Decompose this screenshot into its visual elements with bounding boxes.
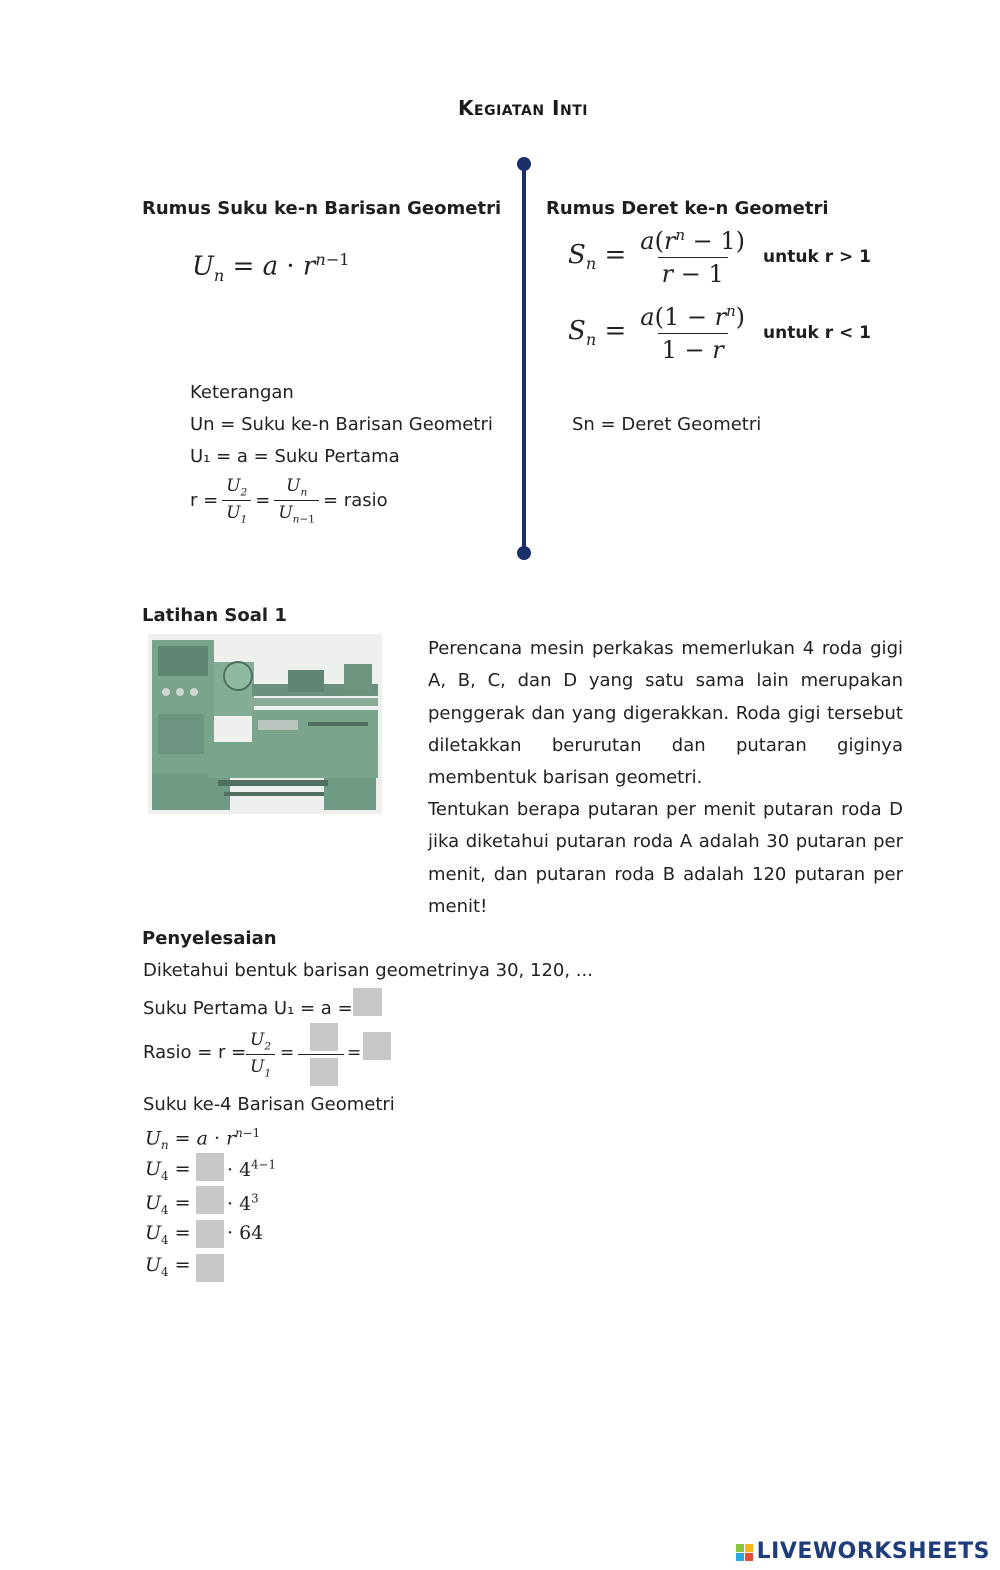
u4-step2-rhs: · $4^3$	[227, 1192, 259, 1216]
rasio-prefix: r =	[190, 490, 219, 512]
u4-step2-lhs: $U_4$ =	[145, 1192, 191, 1217]
ratio-denominator-box[interactable]	[310, 1058, 338, 1086]
lathe-machine-image	[148, 634, 382, 814]
ratio-fraction: $\frac{U_2}{U_1}$	[246, 1030, 275, 1080]
divider-top-dot	[517, 157, 531, 171]
u4-final-answer-box[interactable]	[196, 1254, 224, 1282]
page-title: Kegiatan Inti	[458, 96, 588, 120]
u4-step3-a-box[interactable]	[196, 1220, 224, 1248]
keterangan-sn: Sn = Deret Geometri	[572, 414, 762, 435]
exercise-heading: Latihan Soal 1	[142, 605, 287, 626]
un-formula: $U_n = a \cdot r^{n-1}$	[192, 250, 350, 285]
cond-less: untuk r < 1	[763, 323, 871, 343]
solution-known: Diketahui bentuk barisan geometrinya 30, 120, ...	[143, 960, 593, 981]
liveworksheets-cube-icon	[736, 1544, 753, 1561]
u4-step1-lhs: $U_4$ =	[145, 1158, 191, 1183]
u4-step1-rhs: · $4^{4-1}$	[227, 1158, 277, 1182]
ratio-equals-1: =	[280, 1043, 295, 1063]
solution-heading: Penyelesaian	[142, 928, 277, 949]
sn-fraction-less: $\frac{a(1 - r^n)}{1 - r}$	[640, 302, 746, 364]
first-term-answer-box[interactable]	[353, 988, 382, 1016]
u4-step2-a-box[interactable]	[196, 1186, 224, 1214]
rasio-suffix: = rasio	[323, 490, 388, 512]
suku-formula-heading: Rumus Suku ke-n Barisan Geometri	[142, 198, 502, 219]
cond-greater: untuk r > 1	[763, 247, 871, 267]
ratio-equals-2: =	[347, 1043, 362, 1063]
divider-bottom-dot	[517, 546, 531, 560]
u4-heading: Suku ke-4 Barisan Geometri	[143, 1094, 395, 1115]
ratio-answer-box[interactable]	[363, 1032, 391, 1060]
sn-fraction-greater: $\frac{a(r^n - 1)}{r - 1}$	[640, 226, 746, 288]
keterangan-label: Keterangan	[190, 382, 294, 403]
rasio-fraction-u2-u1: $\frac{U_2}{U_1}$	[222, 476, 251, 526]
section-divider	[522, 164, 526, 554]
un-formula-step: $U_n = a \cdot r^{n-1}$	[145, 1126, 261, 1153]
sn-formula-less: $S_n$ = $\frac{a(1 - r^n)}{1 - r}$ untuk r < 1	[568, 302, 871, 364]
deret-formula-heading: Rumus Deret ke-n Geometri	[546, 198, 829, 219]
u4-step3-lhs: $U_4$ =	[145, 1222, 191, 1247]
rasio-fraction-un: $\frac{U_n}{U_{n-1}}$	[274, 476, 319, 526]
exercise-paragraph-2: Tentukan berapa putaran per menit putaran roda D jika diketahui putaran roda A adalah 30 putaran per menit, dan putaran roda B adalah 120 putaran per menit!	[428, 799, 903, 917]
rasio-definition	[190, 476, 388, 526]
rasio-equals: =	[255, 490, 271, 512]
u4-step3-value: 64	[239, 1222, 264, 1244]
brand-text: LIVEWORKSHEETS	[756, 1539, 990, 1564]
ratio-label: Rasio = r =	[143, 1042, 247, 1063]
u4-final-lhs: $U_4$ =	[145, 1254, 191, 1279]
ratio-fraction-bar	[298, 1054, 344, 1055]
first-term-label: Suku Pertama U₁ = a =	[143, 998, 353, 1019]
ratio-numerator-box[interactable]	[310, 1023, 338, 1051]
u4-step3-rhs: · 64	[227, 1222, 264, 1244]
keterangan-un: Un = Suku ke-n Barisan Geometri	[190, 414, 493, 435]
keterangan-u1: U₁ = a = Suku Pertama	[190, 446, 400, 467]
sn-formula-greater: $S_n$ = $\frac{a(r^n - 1)}{r - 1}$ untuk r > 1	[568, 226, 871, 288]
exercise-paragraph-1: Perencana mesin perkakas memerlukan 4 roda gigi A, B, C, dan D yang satu sama lain merupakan penggerak dan yang digerakkan. Roda gigi tersebut diletakkan berurutan dan putaran giginya membentuk barisan geometri.	[428, 638, 903, 789]
liveworksheets-logo	[736, 1539, 990, 1564]
u4-step1-a-box[interactable]	[196, 1153, 224, 1181]
